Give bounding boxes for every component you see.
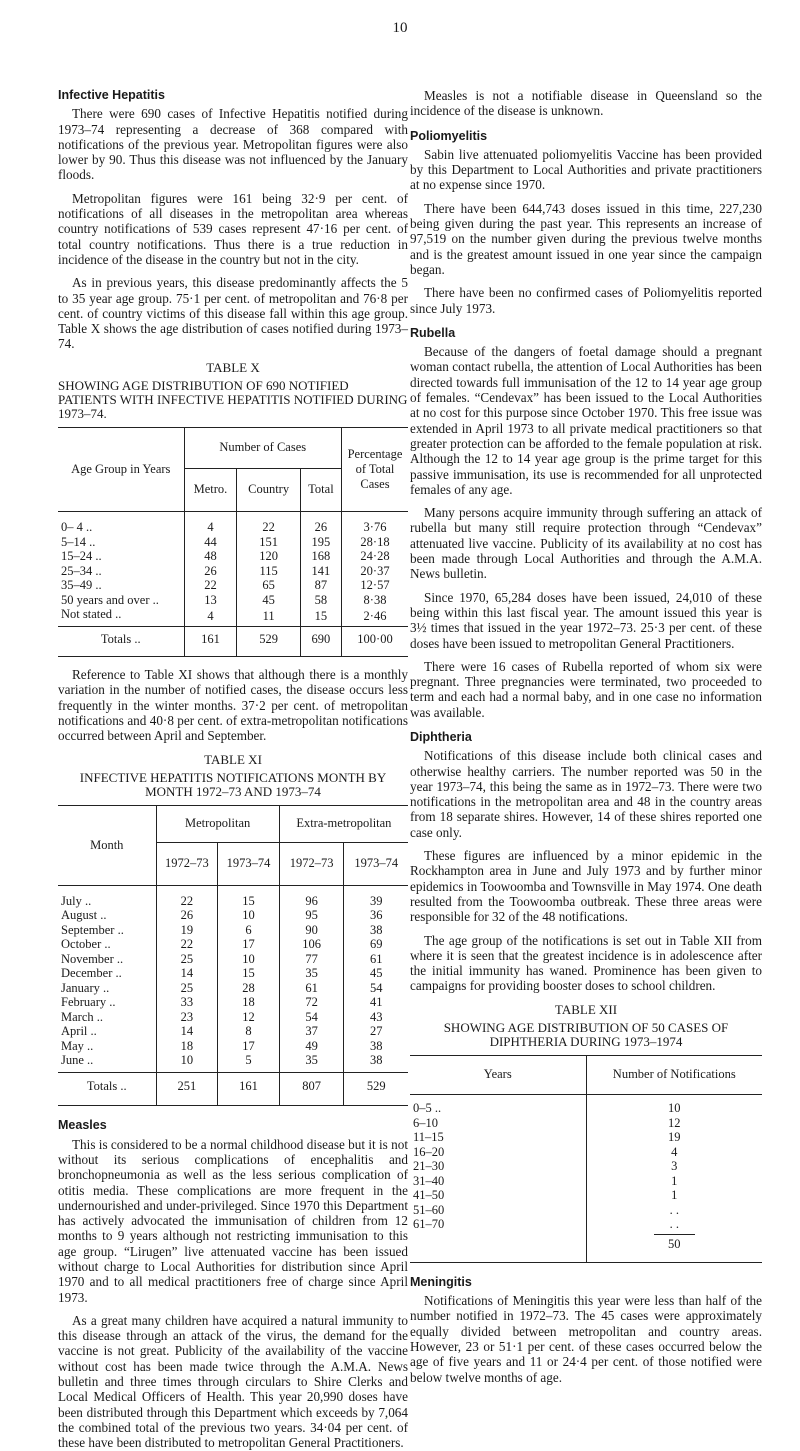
table-row: 0–5 .. 10 — [410, 1095, 762, 1116]
measles-heading: Measles — [58, 1118, 107, 1133]
table-row: 15–24 .. 48 120 168 24·28 — [58, 549, 408, 564]
paragraph: There have been no confirmed cases of Poliomyelitis reported since July 1973. — [410, 285, 762, 316]
col-header-total: Total — [300, 469, 341, 512]
table-xii — [410, 1055, 762, 1263]
table-x-subtitle: SHOWING AGE DISTRIBUTION OF 690 NOTIFIED PATIENTS WITH INFECTIVE HEPATITIS NOTIFIED DURING 1973–74. — [58, 378, 408, 422]
table-xi-subtitle: INFECTIVE HEPATITIS NOTIFICATIONS MONTH BY MONTH 1972–73 AND 1973–74 — [79, 769, 387, 799]
table-row: 50 years and over .. 13 45 58 8·38 — [58, 593, 408, 608]
paragraph: The age group of the notifications is set out in Table XII from where it is seen that the greatest incidence is in adolescence after the initial immunity has waned. Prominence has been given to campaigns for providing booster doses to school children. — [410, 932, 762, 994]
table-row: November .. 25 10 77 61 — [58, 952, 408, 967]
table-row: July .. 22 15 96 39 — [58, 885, 408, 908]
table-xii-title: TABLE XII — [554, 1001, 618, 1017]
table-row: June .. 10 5 35 38 — [58, 1053, 408, 1072]
paragraph: Measles is not a notifiable disease in Queensland so the incidence of the disease is unknown. — [410, 88, 762, 119]
table-row: 21–30 3 — [410, 1159, 762, 1174]
paragraph: There were 16 cases of Rubella reported of whom six were pregnant. Three pregnancies were terminated, two proceeded to term and each had a normal baby, and in one case no information was available. — [410, 658, 762, 720]
table-totals-row: 50 — [410, 1232, 762, 1263]
table-row: 41–50 1 — [410, 1188, 762, 1203]
table-row: Not stated .. 4 11 15 2·46 — [58, 607, 408, 626]
paragraph: As a great many children have acquired a natural immunity to this disease through an attack of the virus, the demand for the vaccine is not great. Publicity of the availability of the vaccine without cost has been made twice through the A.M.A. News bulletin and three times through circulars to Shire Clerks and Local Medical Officers of Health. This year 20,990 doses have been distributed through this Department which exceeds by 7,064 the combined total of the previous two years. 34·04 per cent. of these have been distributed to metropolitan General Practitioners. — [58, 1312, 408, 1451]
col-header-notifications: Number of Notifications — [586, 1056, 762, 1095]
col-header-month: Month — [58, 805, 156, 885]
table-row: 51–60 . . — [410, 1203, 762, 1218]
table-row: 25–34 .. 26 115 141 20·37 — [58, 564, 408, 579]
table-totals-row: Totals .. 251 161 807 529 — [58, 1072, 408, 1106]
table-row: 61–70 . . — [410, 1217, 762, 1232]
paragraph: Since 1970, 65,284 doses have been issued, 24,010 of these being within this last fiscal year. The amount issued this year is 3½ times that issued in the year 1972–73. 25·3 per cent. of these doses have been issued to metropolitan General Practitioners. — [410, 589, 762, 651]
table-row: January .. 25 28 61 54 — [58, 981, 408, 996]
table-row: 11–15 19 — [410, 1130, 762, 1145]
table-row: 16–20 4 — [410, 1145, 762, 1160]
hepatitis-heading: Infective Hepatitis — [58, 88, 165, 102]
table-row: 5–14 .. 44 151 195 28·18 — [58, 535, 408, 550]
table-xi-title: TABLE XI — [204, 751, 262, 767]
paragraph: Notifications of this disease include both clinical cases and otherwise healthy carriers. The number reported was 50 in the year 1973–74, this being the same as in 1972–73. There were two notifications in the metropolitan area and 48 in the country areas from 18 separate shires. However, 14 of these shires reported one case only. — [410, 748, 762, 840]
table-row: September .. 19 6 90 38 — [58, 923, 408, 938]
left-column — [58, 88, 408, 1451]
table-row: 6–10 12 — [410, 1116, 762, 1131]
polio-heading: Poliomyelitis — [410, 128, 488, 143]
table-row: December .. 14 15 35 45 — [58, 966, 408, 981]
col-header-number: Number of Cases — [184, 428, 342, 469]
paragraph: Metropolitan figures were 161 being 32·9 per cent. of notifications of all diseases in the metropolitan area whereas country notifications of 539 cases represent 47·16 per cent. of total country notifications. Thus there is a true reduction in incidence of the disease in the country but not in the city. — [58, 190, 408, 267]
paragraph: These figures are influenced by a minor epidemic in the Rockhampton area in June and July 1973 and by further minor epidemics in Toowoomba and Townsville in May 1974. One death resulted from the Toowoomba outbreak. These three areas were responsible for 32 of the 48 notifications. — [410, 848, 762, 925]
col-header-pct: Percentage of Total Cases — [342, 428, 409, 512]
table-xi: Month Metropolitan Extra-metropolitan 1972–73 1973–74 1972–73 1973–74 July .. 22 15 96 39 August .. 26 10 95 36 September .. 19 6 90 38 October .. 22 17 106 69 November .. 25 10 77 61 December .. 14 15 35 45 January .. 25 28 61 54 February .. 33 18 72 41 March .. 23 12 54 43 April .. 14 8 37 27 May .. 18 17 49 38 June .. 10 5 35 38 Totals .. 251 161 807 529 — [58, 805, 408, 1107]
table-row: March .. 23 12 54 43 — [58, 1010, 408, 1025]
paragraph: There have been 644,743 doses issued in this time, 227,230 being given during the past year. This represents an increase of 97,519 on the number given during the previous twelve months and is the greatest amount issued in one year since the campaign began. — [410, 200, 762, 277]
table-xii-subtitle: SHOWING AGE DISTRIBUTION OF 50 CASES OF DIPHTHERIA DURING 1973–1974 — [443, 1020, 729, 1050]
rubella-heading: Rubella — [410, 325, 456, 340]
table-row: 35–49 .. 22 65 87 12·57 — [58, 578, 408, 593]
table-row: February .. 33 18 72 41 — [58, 995, 408, 1010]
table-row: 31–40 1 — [410, 1174, 762, 1189]
col-header-metropolitan: Metropolitan — [156, 805, 279, 842]
table-x — [58, 427, 408, 657]
col-header-extra-metropolitan: Extra-metropolitan — [279, 805, 408, 842]
diphtheria-heading: Diphtheria — [410, 729, 472, 744]
paragraph: There were 690 cases of Infective Hepatitis notified during 1973–74 representing a decrease of 368 compared with notifications of the previous year. Metropolitan figures were also lower by 90. Thus this disease was not influenced by the January floods. — [58, 106, 408, 183]
meningitis-heading: Meningitis — [410, 1274, 472, 1289]
paragraph: Because of the dangers of foetal damage should a pregnant woman contact rubella, the attention of Local Authorities has been directed towards full immunisation of the 12 to 14 year age group of females. “Cendevax” has been issued to the Local Authorities at no cost for this purpose since October 1970. This free issue was extended in April 1973 to all private medical practitioners so that greater protection can be afforded to the female population at risk. Although the 12 to 14 year age group is the prime target for this passive immunisation, its use is recommended for all unprotected females of any age. — [410, 344, 762, 497]
paragraph: Many persons acquire immunity through suffering an attack of rubella but many still require protection through “Cendevax” attenuated live vaccine. Publicity of its availability at no cost has been made through Local Authorities and through the A.M.A. News bulletin. — [410, 505, 762, 582]
paragraph: Reference to Table XI shows that although there is a monthly variation in the number of notified cases, the disease occurs less frequently in the winter months. 37·2 per cent. of metropolitan notifications and 40·8 per cent. of extra-metropolitan notifications occurred between April and September. — [58, 667, 408, 744]
table-row: October .. 22 17 106 69 — [58, 937, 408, 952]
table-row: August .. 26 10 95 36 — [58, 908, 408, 923]
page-number: 10 — [392, 20, 408, 36]
col-header-years: Years — [410, 1056, 586, 1095]
table-row: 0– 4 .. 4 22 26 3·76 — [58, 512, 408, 535]
table-totals-row: Totals .. 161 529 690 100·00 — [58, 626, 408, 657]
right-column — [410, 88, 762, 1393]
paragraph: Notifications of Meningitis this year were less than half of the number notified in 1972–73. The 45 cases were approximately equally divided between metropolitan and country areas. However, 23 or 51·1 per cent. of these cases occurred below the age of five years and 11 or 24·4 per cent. of those notified were below twelve months of age. — [410, 1293, 762, 1385]
col-header-country: Country — [237, 469, 300, 512]
paragraph: As in previous years, this disease predominantly affects the 5 to 35 year age group. 75·1 per cent. of metropolitan and 76·8 per cent. of country victims of this disease fall within this age group. Table X shows the age distribution of cases notified during 1973–74. — [58, 275, 408, 352]
table-row: May .. 18 17 49 38 — [58, 1039, 408, 1054]
col-header-age: Age Group in Years — [58, 428, 184, 512]
col-header-metro: Metro. — [184, 469, 237, 512]
table-row: April .. 14 8 37 27 — [58, 1024, 408, 1039]
paragraph: This is considered to be a normal childhood disease but it is not without its serious complications of encephalitis and bronchopneumonia as well as the less serious complication of otitis media. These complications are more frequent in the undernourished and under-privileged. Since 1970 this Department has actively advocated the immunisation of children from 12 months to 9 years although not restricting immunisation to this age group. “Lirugen” live attenuated vaccine has been issued without charge to Local Authorities for distribution since April 1970 and to all medical practitioners free of charge since April 1973. — [58, 1136, 408, 1305]
table-x-title: TABLE X — [206, 359, 260, 375]
paragraph: Sabin live attenuated poliomyelitis Vaccine has been provided by this Department to Local Authorities and private practitioners at no expense since 1970. — [410, 146, 762, 193]
